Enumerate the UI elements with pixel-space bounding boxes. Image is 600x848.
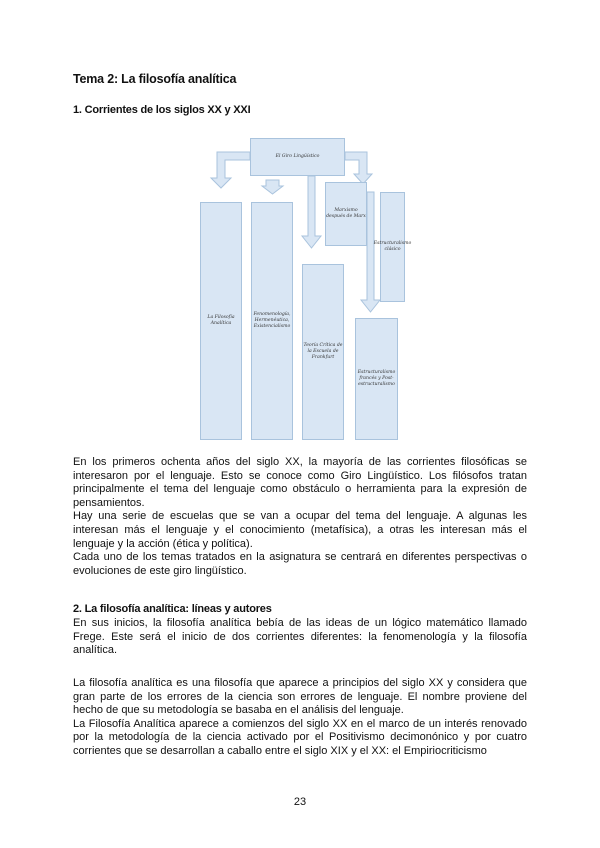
section-1-text bbox=[73, 456, 527, 578]
page-title: Tema 2: La filosofía analítica bbox=[73, 72, 237, 86]
arrow-down-long-1 bbox=[302, 176, 321, 248]
box-estructuralismo-frances: Estructuralismo francés y Post-estructuralismo bbox=[355, 318, 398, 440]
section-1-heading: 1. Corrientes de los siglos XX y XXI bbox=[73, 104, 251, 116]
box-marxismo: Marxismo después de Marx bbox=[325, 182, 367, 246]
box-teoria-critica: Teoría Crítica de la Escuela de Frankfurt bbox=[302, 264, 344, 440]
arrow-center-small bbox=[262, 180, 283, 194]
box-fenomenologia: Fenomenología, Hermenéutica, Existencialismo bbox=[251, 202, 293, 440]
paragraph: En sus inicios, la filosofía analítica bebía de las ideas de un lógico matemático llamado Frege. Este será el inicio de dos corrientes diferentes: la fenomenología y la filosofía analítica. bbox=[73, 617, 527, 657]
page-number: 23 bbox=[293, 796, 307, 808]
paragraph: Hay una serie de escuelas que se van a ocupar del tema del lenguaje. A algunas les interesan más el lenguaje y el conocimiento (metafísica), a otras les interesan más el lenguaje y la acción (ética y política). bbox=[73, 510, 527, 550]
arrow-left-bent bbox=[211, 152, 250, 188]
box-giro-linguistico: El Giro Lingüístico bbox=[250, 138, 345, 176]
paragraph: En los primeros ochenta años del siglo XX, la mayoría de las corrientes filosóficas se interesaron por el lenguaje. Esto se conoce como Giro Lingüístico. Los filósofos tratan principalmente el tema del lenguaje como obstáculo o herramienta para la expresión de pensamientos. bbox=[73, 456, 527, 509]
arrow-right-bent bbox=[345, 152, 372, 184]
paragraph: Cada uno de los temas tratados en la asignatura se centrará en diferentes perspectivas o evoluciones de este giro lingüístico. bbox=[73, 551, 527, 577]
giro-linguistico-diagram bbox=[195, 128, 410, 443]
paragraph: La filosofía analítica es una filosofía que aparece a principios del siglo XX y considera que gran parte de los errores de la ciencia son errores de lenguaje. El nombre proviene del hecho de que su metodología se basaba en el análisis del lenguaje. bbox=[73, 677, 527, 717]
box-filosofia-analitica: La Filosofía Analítica bbox=[200, 202, 242, 440]
section-2-text-b bbox=[73, 677, 527, 759]
paragraph: La Filosofía Analítica aparece a comienzos del siglo XX en el marco de un interés renovado por la metodología de la ciencia activado por el Positivismo decimonónico y por cuatro corrientes que se desarrollan a caballo entre el siglo XIX y el XX: el Empiriocriticismo bbox=[73, 717, 527, 757]
section-2-text-a bbox=[73, 617, 527, 658]
box-estructuralismo-clasico: Estructuralismo clásico bbox=[380, 192, 405, 302]
section-2-heading: 2. La filosofía analítica: líneas y autores bbox=[73, 603, 272, 615]
